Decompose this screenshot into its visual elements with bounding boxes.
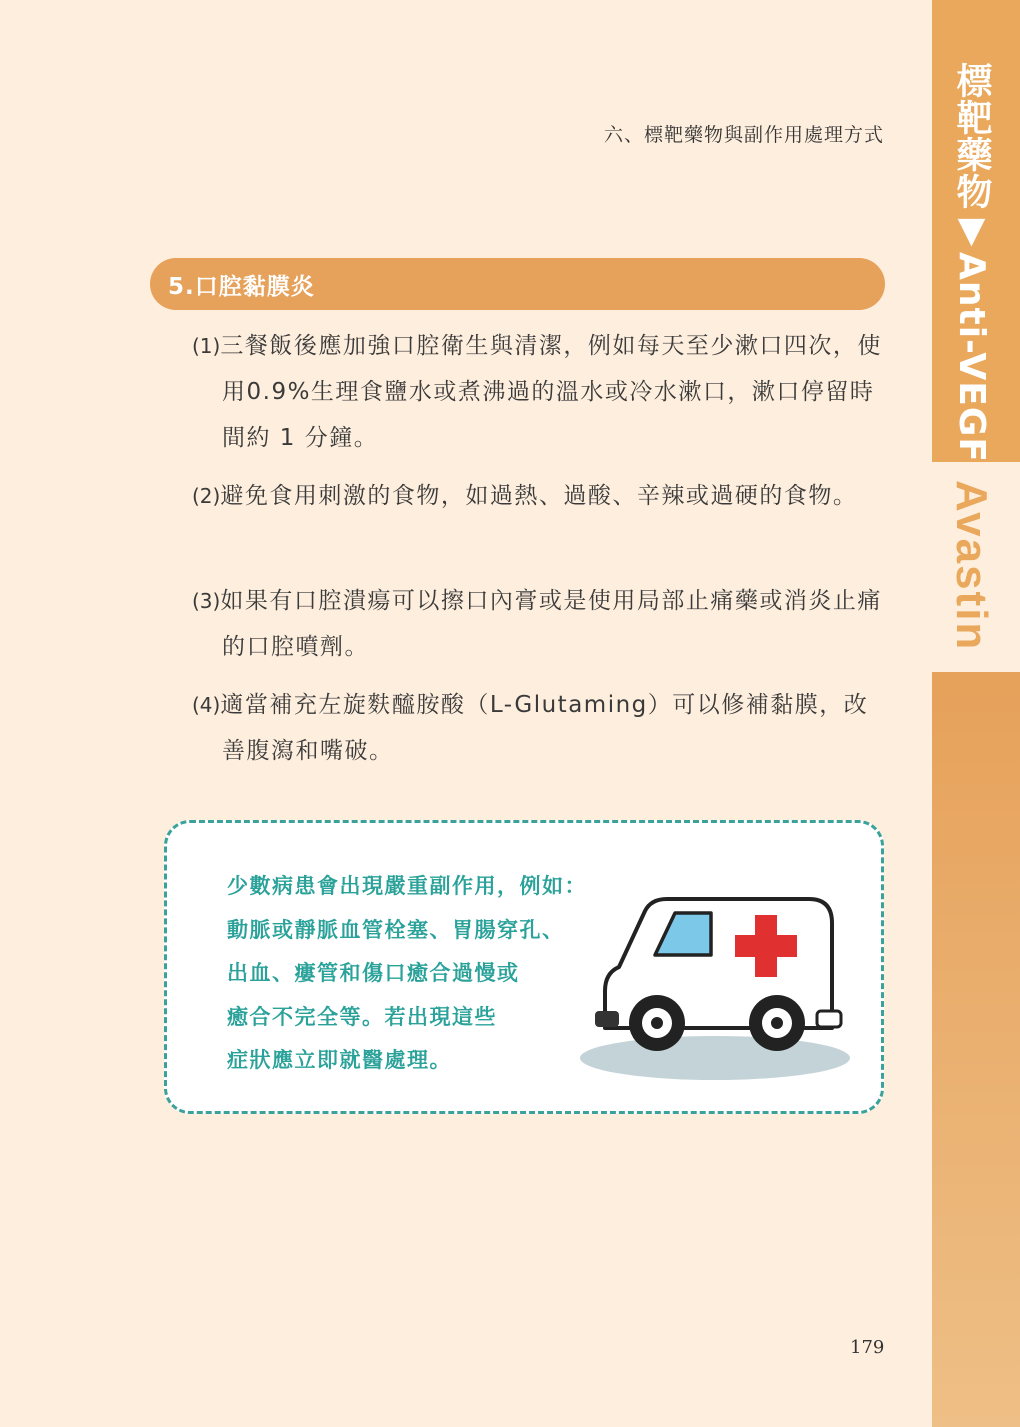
running-head: 六、標靶藥物與副作用處理方式 — [603, 124, 884, 146]
warning-line: 少數病患會出現嚴重副作用，例如： — [227, 874, 587, 898]
side-tab-category-label: 標靶藥物▼Anti-VEGF — [951, 62, 992, 463]
side-tab-category — [932, 0, 1020, 462]
list-item-text: 避免食用刺激的食物，如過熱、過酸、辛辣或過硬的食物。 — [220, 483, 858, 509]
warning-line: 癒合不完全等。若出現這些 — [227, 1004, 497, 1029]
list-item-number: (4) — [192, 693, 221, 717]
list-item-number: (2) — [192, 484, 221, 508]
warning-line: 出血、瘻管和傷口癒合過慢或 — [227, 961, 520, 985]
warning-callout — [164, 820, 884, 1114]
side-tab-decoration — [932, 672, 1020, 1427]
side-tab-drug-label: Avastin — [947, 480, 996, 652]
list-item-number: (3) — [192, 589, 221, 613]
section-title: 5.口腔黏膜炎 — [168, 274, 315, 300]
side-tab-drug — [932, 462, 1020, 672]
list-item-number: (1) — [192, 334, 221, 358]
list-item-text: 三餐飯後應加強口腔衛生與清潔，例如每天至少漱口四次，使用0.9%生理食鹽水或煮沸過的溫水或冷水漱口，漱口停留時間約 1 分鐘。 — [220, 333, 882, 451]
list-item — [192, 323, 887, 461]
page-number: 179 — [850, 1337, 885, 1358]
list-item-text: 適當補充左旋麩醯胺酸（L-Glutaming）可以修補黏膜，改善腹瀉和嘴破。 — [220, 692, 869, 764]
section-header — [150, 258, 885, 310]
warning-line: 症狀應立即就醫處理。 — [227, 1048, 452, 1072]
list-item — [192, 682, 887, 774]
list-item-text: 如果有口腔潰瘍可以擦口內膏或是使用局部止痛藥或消炎止痛的口腔噴劑。 — [220, 588, 882, 660]
list-item — [192, 473, 887, 519]
warning-line: 動脈或靜脈血管栓塞、胃腸穿孔、 — [227, 917, 565, 942]
ambulance-icon — [577, 883, 862, 1088]
list-item — [192, 578, 887, 670]
